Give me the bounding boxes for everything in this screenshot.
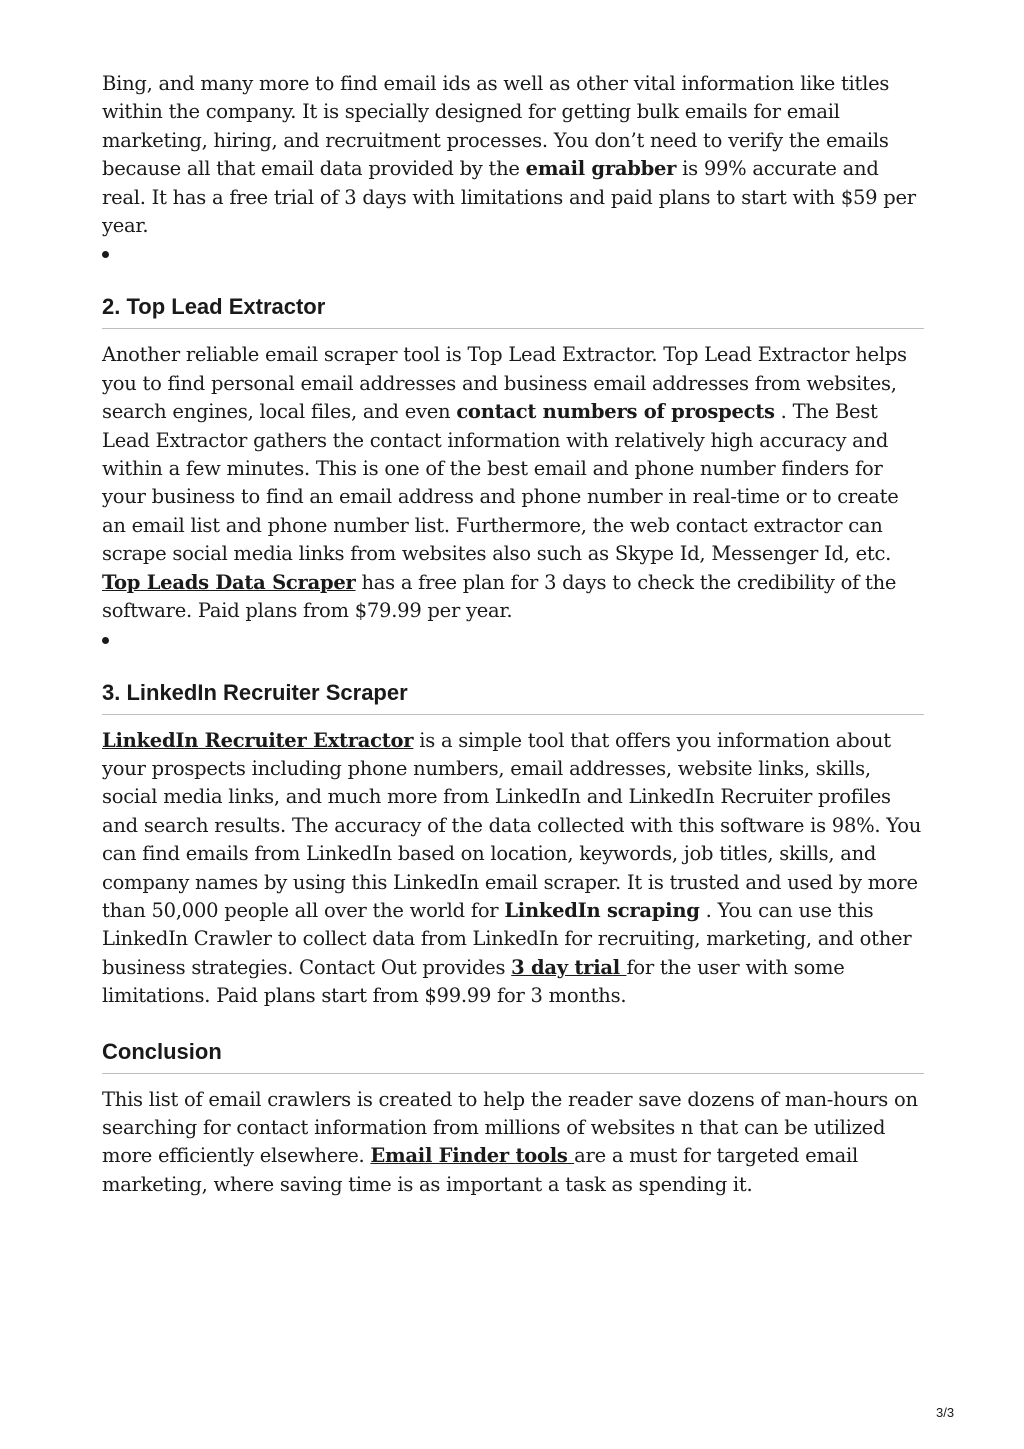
three-day-trial-link[interactable]: 3 day trial bbox=[511, 955, 627, 979]
section3-text-3: for the user with some limitations. Paid plans start from $99.99 for 3 months. bbox=[102, 955, 845, 1008]
linkedin-recruiter-paragraph bbox=[102, 727, 924, 1011]
linkedin-scraping-bold: LinkedIn scraping bbox=[504, 898, 700, 922]
section2-text-1: Another reliable email scraper tool is Top Lead Extractor. Top Lead Extractor helps you to find personal email addresses and business email addresses from websites, search engines, local files, and even bbox=[102, 343, 907, 424]
page-number: 3/3 bbox=[936, 1405, 955, 1420]
conclusion-text-1: This list of email crawlers is created to help the reader save dozens of man-hours on searching for contact information from millions of websites n that can be utilized more efficiently elsewhere. bbox=[102, 1087, 918, 1168]
intro-text-2: is 99% accurate and real. It has a free trial of 3 days with limitations and paid plans to start with $59 per year. bbox=[102, 157, 916, 238]
bullet-icon bbox=[102, 251, 109, 258]
section3-text-1: is a simple tool that offers you information about your prospects including phone numbers, email addresses, website links, skills, social media links, and much more from LinkedIn and LinkedIn Recruiter profiles and search results. The accuracy of the data collected with this software is 98%. You can find emails from LinkedIn based on location, keywords, job titles, skills, and company names by using this LinkedIn email scraper. It is trusted and used by more than 50,000 people all over the world for bbox=[102, 728, 922, 922]
contact-numbers-bold: contact numbers of prospects bbox=[456, 400, 775, 424]
document-page bbox=[102, 70, 924, 1199]
conclusion-paragraph bbox=[102, 1086, 924, 1200]
section2-text-2: . The Best Lead Extractor gathers the contact information with relatively high accuracy and within a few minutes. This is one of the best email and phone number finders for your business to find an email address and phone number in real-time or to create an email list and phone number list. Furthermore, the web contact extractor can scrape social media links from websites also such as Skype Id, Messenger Id, etc. bbox=[102, 400, 899, 566]
bullet-icon bbox=[102, 637, 109, 644]
top-lead-extractor-paragraph bbox=[102, 341, 924, 625]
intro-paragraph bbox=[102, 70, 924, 240]
section-heading-linkedin-recruiter-scraper: 3. LinkedIn Recruiter Scraper bbox=[102, 680, 924, 715]
linkedin-recruiter-extractor-link[interactable]: LinkedIn Recruiter Extractor bbox=[102, 728, 414, 752]
section-heading-conclusion: Conclusion bbox=[102, 1039, 924, 1074]
bullet-point bbox=[102, 240, 924, 268]
email-finder-tools-link[interactable]: Email Finder tools bbox=[370, 1144, 575, 1168]
top-leads-data-scraper-link[interactable]: Top Leads Data Scraper bbox=[102, 570, 356, 594]
intro-text-1: Bing, and many more to find email ids as well as other vital information like titles within the company. It is specially designed for getting bulk emails for email marketing, hiring, and recruitment processes. You don’t need to verify the emails because all that email data provided by the bbox=[102, 72, 890, 181]
section3-text-2: . You can use this LinkedIn Crawler to collect data from LinkedIn for recruiting, marketing, and other business strategies. Contact Out provides bbox=[102, 898, 912, 979]
section-heading-top-lead-extractor: 2. Top Lead Extractor bbox=[102, 294, 924, 329]
email-grabber-bold: email grabber bbox=[525, 157, 677, 181]
section2-text-3: has a free plan for 3 days to check the credibility of the software. Paid plans from $79.99 per year. bbox=[102, 570, 897, 623]
conclusion-text-2: are a must for targeted email marketing, where saving time is as important a task as spending it. bbox=[102, 1144, 858, 1196]
bullet-point bbox=[102, 626, 924, 654]
